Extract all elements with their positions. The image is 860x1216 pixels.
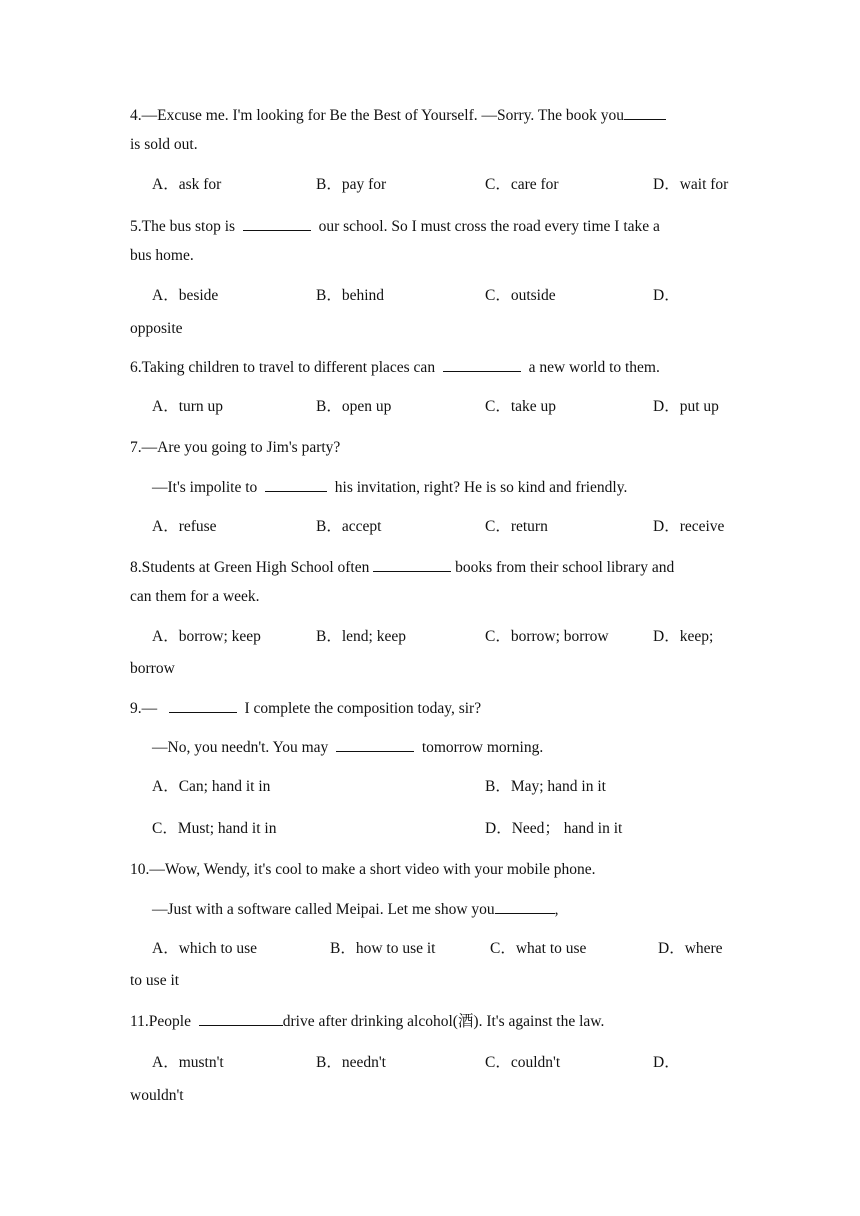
option-d: D．where: [658, 940, 723, 957]
option-b: B．how to use it: [330, 940, 436, 957]
question-4-text: 4.—Excuse me. I'm looking for Be the Best of Yourself. —Sorry. The book you: [130, 105, 666, 126]
option-b: B．behind: [316, 287, 385, 304]
question-7-text-cont: —It's impolite to his invitation, right? He is so kind and friendly.: [152, 479, 628, 496]
answer-blank: [495, 899, 555, 914]
question-5-text: 5.The bus stop is our school. So I must cross the road every time I take a: [130, 218, 660, 235]
option-c: C．outside: [485, 287, 556, 304]
question-9-text-cont: —No, you needn't. You may tomorrow morning.: [152, 739, 544, 756]
option-a: A．borrow; keep: [152, 628, 261, 645]
option-a: A．beside: [152, 287, 219, 304]
answer-blank: [373, 557, 451, 572]
question-4-text-cont: is sold out.: [130, 136, 198, 153]
question-7-text: 7.—Are you going to Jim's party?: [130, 439, 341, 456]
option-c: C．Must; hand it in: [152, 820, 277, 837]
option-c: C．what to use: [490, 940, 587, 957]
option-d-wrap: opposite: [130, 320, 183, 337]
question-10-text-cont: —Just with a software called Meipai. Let me show you ,: [152, 901, 559, 918]
question-5-text-cont: bus home.: [130, 247, 194, 264]
answer-blank: [199, 1011, 283, 1026]
question-9-text: 9.— I complete the composition today, sir?: [130, 700, 482, 717]
option-b: B．pay for: [316, 176, 387, 193]
option-d: D．put up: [653, 398, 719, 415]
option-c: C．borrow; borrow: [485, 628, 609, 645]
option-b: B．accept: [316, 518, 382, 535]
answer-blank: [336, 737, 414, 752]
question-8-text-cont: can them for a week.: [130, 588, 260, 605]
option-b: B．needn't: [316, 1054, 386, 1071]
option-c: C．care for: [485, 176, 559, 193]
option-a: A．refuse: [152, 518, 217, 535]
option-b: B．May; hand in it: [485, 778, 606, 795]
option-d: D．receive: [653, 518, 725, 535]
option-a: A．which to use: [152, 940, 258, 957]
option-a: A．ask for: [152, 176, 222, 193]
answer-blank: [624, 105, 666, 120]
option-c: C．couldn't: [485, 1054, 561, 1071]
answer-blank: [443, 357, 521, 372]
option-b: B．lend; keep: [316, 628, 406, 645]
option-d-wrap: to use it: [130, 972, 180, 989]
option-a: A．mustn't: [152, 1054, 224, 1071]
option-a: A．Can; hand it in: [152, 778, 271, 795]
answer-blank: [265, 477, 327, 492]
question-10-text: 10.—Wow, Wendy, it's cool to make a short video with your mobile phone.: [130, 861, 596, 878]
option-c: C．take up: [485, 398, 557, 415]
option-c: C．return: [485, 518, 548, 535]
answer-blank: [243, 216, 311, 231]
option-d-wrap: borrow: [130, 660, 175, 677]
question-8-text: 8.Students at Green High School often books from their school library and: [130, 559, 675, 576]
option-d: D．wait for: [653, 176, 729, 193]
option-d: D．: [653, 1054, 680, 1071]
question-11-text: 11.People drive after drinking alcohol(酒). It's against the law.: [130, 1013, 605, 1030]
option-d: D．keep;: [653, 628, 714, 645]
answer-blank: [169, 698, 237, 713]
question-6-text: 6.Taking children to travel to different places can a new world to them.: [130, 359, 660, 376]
option-a: A．turn up: [152, 398, 224, 415]
option-d-wrap: wouldn't: [130, 1087, 184, 1104]
option-d: D．Need； hand in it: [485, 820, 623, 837]
option-d: D．: [653, 287, 680, 304]
option-b: B．open up: [316, 398, 392, 415]
